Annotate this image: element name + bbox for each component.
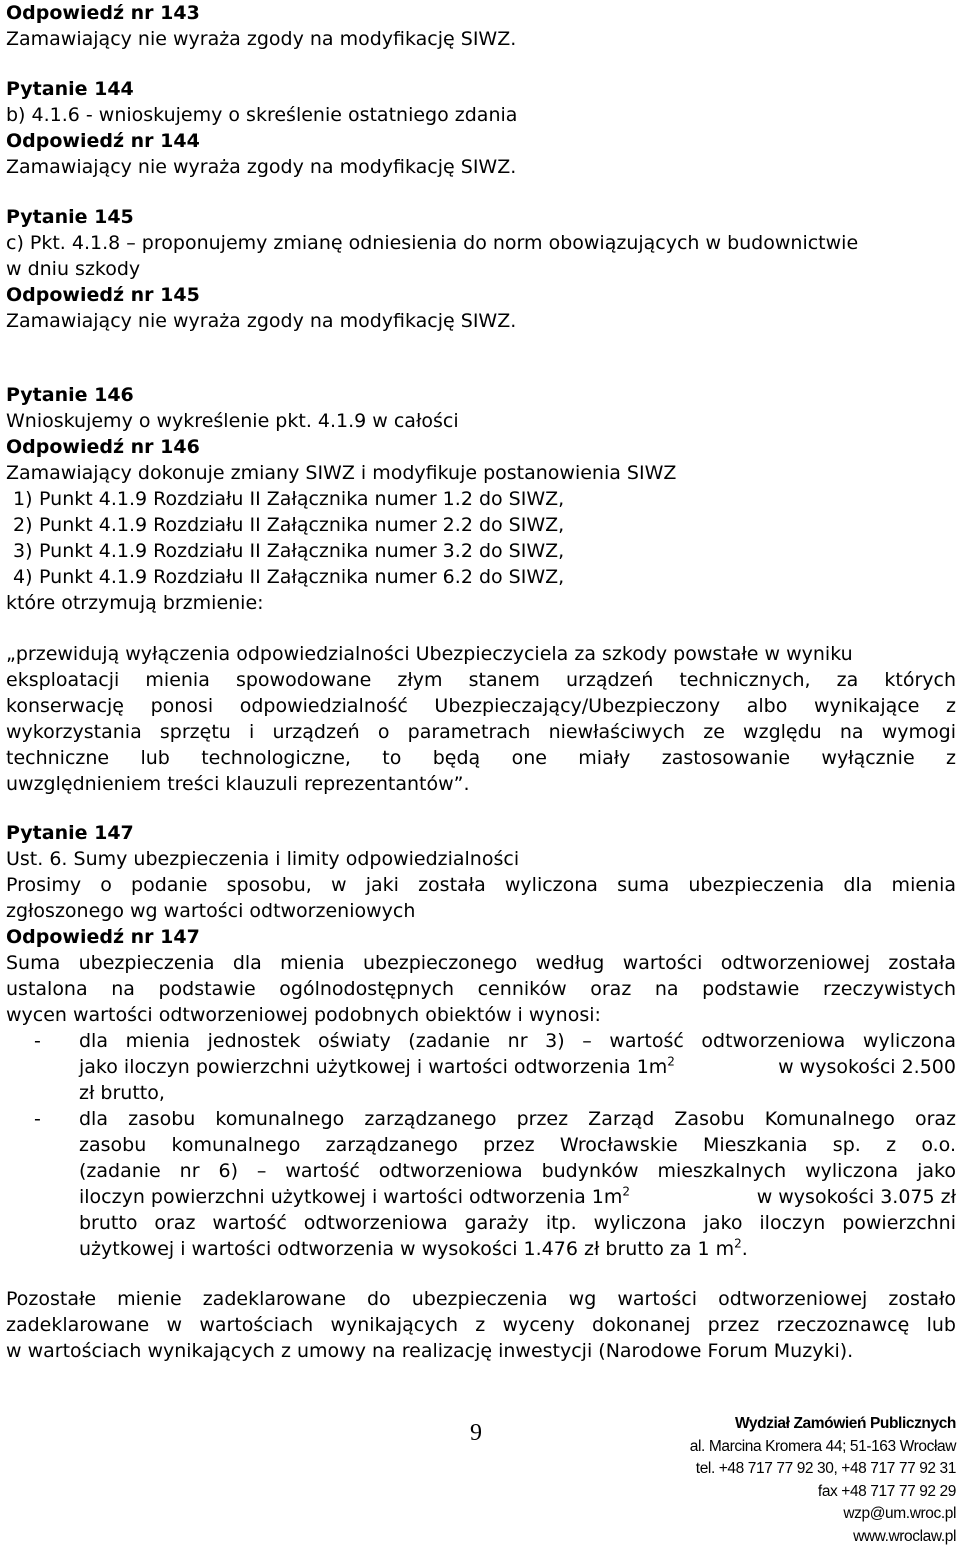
quoted-clause-line: wykorzystania sprzętu i urządzeń o parametrach niewłaściwych ze względu na wymogi bbox=[6, 719, 956, 745]
answer-text: Zamawiający dokonuje zmiany SIWZ i modyfikuje postanowienia SIWZ bbox=[6, 460, 676, 486]
paragraph-line: zadeklarowane w wartościach wynikających z wyceny dokonanej przez rzeczoznawcę lub bbox=[6, 1312, 956, 1338]
bullet-text: dla zasobu komunalnego zarządzanego przez Zarząd Zasobu Komunalnego oraz bbox=[79, 1106, 956, 1132]
question-text: c) Pkt. 4.1.8 – proponujemy zmianę odniesienia do norm obowiązujących w budownictwie bbox=[6, 230, 858, 256]
bullet-text: zasobu komunalnego zarządzanego przez Wrocławskie Mieszkania sp. z o.o. bbox=[79, 1132, 956, 1158]
bullet-text: brutto oraz wartość odtworzeniowa garaży itp. wyliczona jako iloczyn powierzchni bbox=[79, 1210, 956, 1236]
bullet-text: użytkowej i wartości odtworzenia w wysokości 1.476 zł brutto za 1 $m^2$. bbox=[79, 1236, 748, 1262]
footer-phone: tel. +48 717 77 92 30, +48 717 77 92 31 bbox=[690, 1458, 956, 1481]
answer-heading: Odpowiedź nr 146 bbox=[6, 434, 200, 460]
question-text: b) 4.1.6 - wnioskujemy o skreślenie ostatniego zdania bbox=[6, 102, 517, 128]
superscript: 2 bbox=[667, 1055, 675, 1069]
footer-email: wzp@um.wroc.pl bbox=[690, 1503, 956, 1526]
question-heading: Pytanie 144 bbox=[6, 76, 134, 102]
question-heading: Pytanie 147 bbox=[6, 820, 134, 846]
bullet-text: zł brutto, bbox=[79, 1080, 165, 1106]
footer-website: www.wroclaw.pl bbox=[690, 1526, 956, 1548]
list-item: 2) Punkt 4.1.9 Rozdziału II Załącznika numer 2.2 do SIWZ, bbox=[13, 512, 564, 538]
paragraph-line: w wartościach wynikających z umowy na realizację inwestycji (Narodowe Forum Muzyki). bbox=[6, 1338, 853, 1364]
answer-text: Zamawiający nie wyraża zgody na modyfikację SIWZ. bbox=[6, 308, 516, 334]
footer-fax: fax +48 717 77 92 29 bbox=[690, 1481, 956, 1504]
answer-heading: Odpowiedź nr 147 bbox=[6, 924, 200, 950]
answer-text: wycen wartości odtworzeniowej podobnych obiektów i wynosi: bbox=[6, 1002, 601, 1028]
answer-text: które otrzymują brzmienie: bbox=[6, 590, 264, 616]
answer-heading: Odpowiedź nr 143 bbox=[6, 0, 200, 26]
bullet-dash: - bbox=[34, 1106, 41, 1132]
footer-department: Wydział Zamówień Publicznych bbox=[690, 1413, 956, 1436]
answer-text: Zamawiający nie wyraża zgody na modyfikację SIWZ. bbox=[6, 26, 516, 52]
paragraph-line: Pozostałe mienie zadeklarowane do ubezpieczenia wg wartości odtworzeniowej zostało bbox=[6, 1286, 956, 1312]
question-text: Wnioskujemy o wykreślenie pkt. 4.1.9 w całości bbox=[6, 408, 459, 434]
answer-text: Zamawiający nie wyraża zgody na modyfikację SIWZ. bbox=[6, 154, 516, 180]
list-item: 4) Punkt 4.1.9 Rozdziału II Załącznika numer 6.2 do SIWZ, bbox=[13, 564, 564, 590]
answer-text: ustalona na podstawie ogólnodostępnych cenników oraz na podstawie rzeczywistych bbox=[6, 976, 956, 1002]
footer-address: al. Marcina Kromera 44; 51-163 Wrocław bbox=[690, 1436, 956, 1459]
superscript: 2 bbox=[622, 1185, 630, 1199]
quoted-clause-line: techniczne lub technologiczne, to będą one miały zastosowanie wyłącznie z bbox=[6, 745, 956, 771]
question-text: w dniu szkody bbox=[6, 256, 140, 282]
question-text: zgłoszonego wg wartości odtworzeniowych bbox=[6, 898, 415, 924]
answer-heading: Odpowiedź nr 145 bbox=[6, 282, 200, 308]
bullet-text: dla mienia jednostek oświaty (zadanie nr 3) – wartość odtworzeniowa wyliczona bbox=[79, 1028, 956, 1054]
quoted-clause-line: „przewidują wyłączenia odpowiedzialności Ubezpieczyciela za szkody powstałe w wyniku bbox=[6, 641, 956, 667]
list-item: 1) Punkt 4.1.9 Rozdziału II Załącznika numer 1.2 do SIWZ, bbox=[13, 486, 564, 512]
question-heading: Pytanie 145 bbox=[6, 204, 134, 230]
question-text: Ust. 6. Sumy ubezpieczenia i limity odpowiedzialności bbox=[6, 846, 519, 872]
page-number: 9 bbox=[470, 1420, 482, 1447]
answer-text: Suma ubezpieczenia dla mienia ubezpieczonego według wartości odtworzeniowej została bbox=[6, 950, 956, 976]
question-heading: Pytanie 146 bbox=[6, 382, 134, 408]
quoted-clause-line: konserwację ponosi odpowiedzialność Ubezpieczający/Ubezpieczony albo wynikające z bbox=[6, 693, 956, 719]
superscript: 2 bbox=[734, 1237, 742, 1251]
question-text: Prosimy o podanie sposobu, w jaki została wyliczona suma ubezpieczenia dla mienia bbox=[6, 872, 956, 898]
footer-contact-block bbox=[690, 1413, 956, 1548]
quoted-clause-line: uwzględnieniem treści klauzuli reprezentantów”. bbox=[6, 771, 470, 797]
bullet-dash: - bbox=[34, 1028, 41, 1054]
quoted-clause-line: eksploatacji mienia spowodowane złym stanem urządzeń technicznych, za których bbox=[6, 667, 956, 693]
answer-heading: Odpowiedź nr 144 bbox=[6, 128, 200, 154]
bullet-text: (zadanie nr 6) – wartość odtworzeniowa budynków mieszkalnych wyliczona jako bbox=[79, 1158, 956, 1184]
bullet-text: jako iloczyn powierzchni użytkowej i wartości odtworzenia $1m^2$ w wysokości 2.500 bbox=[79, 1054, 956, 1080]
bullet-text: iloczyn powierzchni użytkowej i wartości odtworzenia $1m^2$ w wysokości 3.075 zł bbox=[79, 1184, 956, 1210]
list-item: 3) Punkt 4.1.9 Rozdziału II Załącznika numer 3.2 do SIWZ, bbox=[13, 538, 564, 564]
